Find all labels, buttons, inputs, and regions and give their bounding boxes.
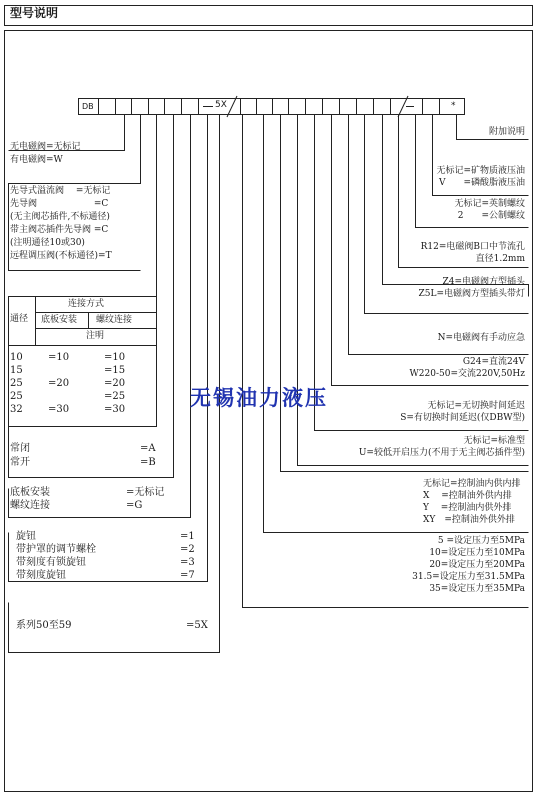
- table-size-1: 10: [10, 352, 23, 363]
- delay-none: 无标记=无切换时间延迟: [427, 401, 525, 411]
- title-bar: [5, 6, 533, 26]
- normal-closed-code: =A: [140, 443, 156, 454]
- type-line-5: (注明通径10或30): [10, 238, 85, 248]
- table-size-2: 15: [10, 365, 23, 376]
- table-thread-4: =25: [104, 391, 126, 402]
- pilot-internal: 无标记=控制油内供内排: [423, 479, 521, 489]
- type-line-4: 带主阀芯插件先导阀 =C: [10, 225, 109, 235]
- table-thread-5: =30: [104, 404, 126, 415]
- orifice-line-1: R12=电磁阀B口中节流孔: [420, 242, 525, 252]
- adjust-2-code: =2: [180, 544, 195, 555]
- code-db: DB: [82, 102, 94, 111]
- manual-override: N=电磁阀有手动应急: [437, 333, 525, 343]
- thread-metric: 2 =公制螺纹: [457, 211, 525, 221]
- voltage-ac: W220-50=交流220V,50Hz: [409, 369, 525, 379]
- voltage-dc: G24=直流24V: [462, 357, 525, 367]
- table-thread-1: =10: [104, 352, 126, 363]
- mount-thread-label: 螺纹连接: [10, 500, 50, 511]
- series-label: 系列50至59: [16, 620, 72, 631]
- adjust-2-label: 带护罩的调节螺栓: [16, 544, 96, 555]
- pilot-xy: XY =控制油外供外排: [423, 515, 515, 525]
- watermark-text: 无锡油力液压: [190, 385, 328, 410]
- pressure-31-5: 31.5=设定压力至31.5MPa: [412, 572, 525, 582]
- table-thread-2: =15: [104, 365, 126, 376]
- adjust-4-code: =7: [180, 570, 195, 581]
- spring-standard: 无标记=标准型: [463, 436, 525, 446]
- solenoid-none: 无电磁阀=无标记: [10, 142, 81, 152]
- extra-note: 附加说明: [488, 127, 525, 137]
- orifice-line-2: 直径1.2mm: [475, 254, 525, 264]
- oil-mineral: 无标记=矿物质液压油: [436, 166, 525, 176]
- mount-plate-label: 底板安装: [10, 487, 50, 498]
- pressure-20: 20=设定压力至20MPa: [429, 560, 525, 570]
- adjust-3-code: =3: [180, 557, 195, 568]
- plug-z5l: Z5L=电磁阀方型插头带灯: [418, 289, 525, 299]
- table-col-conn: 连接方式: [68, 299, 105, 309]
- code-series: 5X: [215, 100, 227, 110]
- type-line-3: (无主阀芯插件,不标通径): [10, 212, 110, 222]
- type-line-2: 先导阀 =C: [10, 199, 109, 209]
- mount-plate-code: =无标记: [126, 487, 165, 498]
- table-size-4: 25: [10, 391, 23, 402]
- normal-closed-label: 常闭: [10, 443, 30, 454]
- pilot-x: X =控制油外供内排: [423, 491, 512, 501]
- table-col-thread: 螺纹连接: [96, 315, 133, 325]
- adjust-3-label: 带刻度有锁旋钮: [16, 557, 86, 568]
- solenoid-with: 有电磁阀=W: [10, 155, 63, 165]
- table-plate-3: =20: [48, 378, 70, 389]
- pressure-35: 35=设定压力至35MPa: [429, 584, 525, 594]
- spring-low: U=较低开启压力(不用于无主阀芯插件型): [358, 448, 525, 458]
- code-star: *: [451, 101, 456, 111]
- table-plate-5: =30: [48, 404, 70, 415]
- normal-open-code: =B: [140, 457, 156, 468]
- table-thread-3: =20: [104, 378, 126, 389]
- type-line-6: 远程调压阀(不标通径)=T: [10, 251, 112, 261]
- table-plate-1: =10: [48, 352, 70, 363]
- mount-thread-code: =G: [126, 500, 143, 511]
- size-table-frame: [9, 297, 157, 427]
- table-col-note: 注明: [86, 331, 105, 341]
- type-line-1: 先导式溢流阀 =无标记: [10, 186, 111, 196]
- pilot-y: Y =控制油内供外排: [423, 503, 512, 513]
- normal-open-label: 常开: [10, 457, 30, 468]
- oil-phosphate: V =磷酸脂液压油: [438, 178, 525, 188]
- delay-with: S=有切换时间延迟(仅DBW型): [400, 413, 525, 423]
- adjust-1-label: 旋钮: [16, 531, 36, 542]
- table-col-plate: 底板安装: [41, 315, 78, 325]
- adjust-1-code: =1: [180, 531, 195, 542]
- table-size-5: 32: [10, 404, 23, 415]
- table-col-size: 通径: [10, 314, 29, 324]
- thread-imperial: 无标记=英制螺纹: [454, 199, 525, 209]
- pressure-10: 10=设定压力至10MPa: [429, 548, 525, 558]
- plug-z4: Z4=电磁阀方型插头: [442, 277, 525, 287]
- table-size-3: 25: [10, 378, 23, 389]
- adjust-4-label: 带刻度旋钮: [16, 570, 66, 581]
- pressure-5: 5 =设定压力至5MPa: [437, 536, 525, 546]
- page-title: 型号说明: [10, 6, 59, 20]
- series-code: =5X: [186, 620, 208, 631]
